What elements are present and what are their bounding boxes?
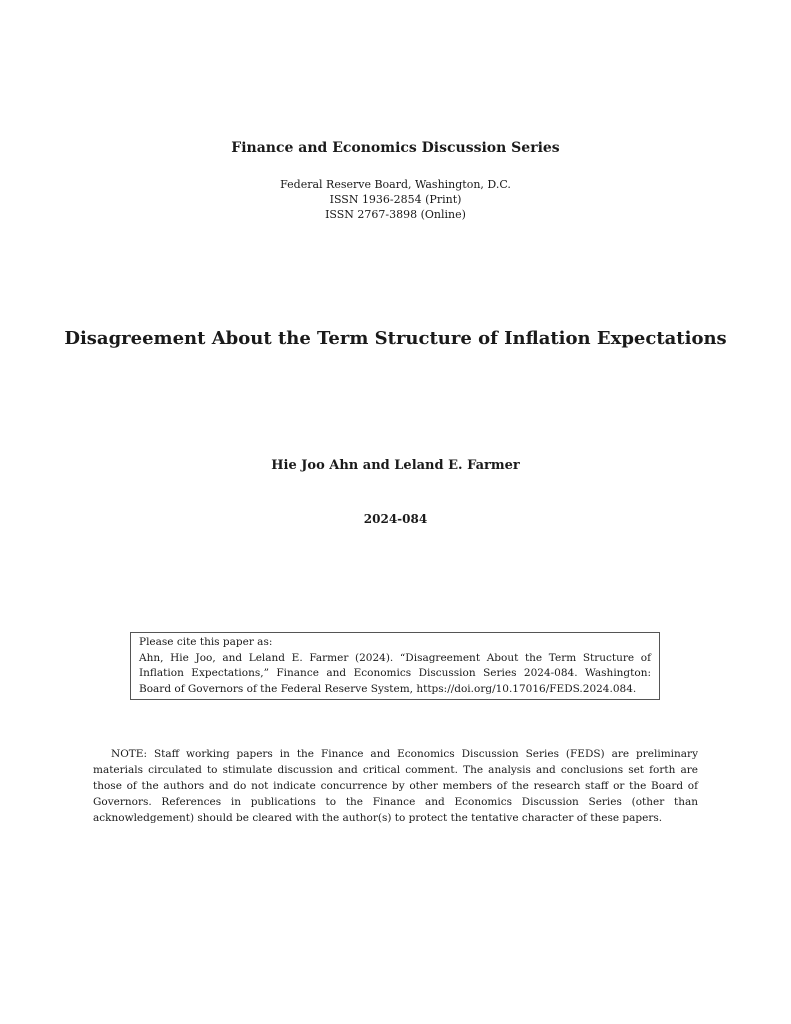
paper-authors: Hie Joo Ahn and Leland E. Farmer [271, 458, 520, 473]
publisher-block [0, 177, 791, 222]
citation-heading: Please cite this paper as: [139, 636, 273, 648]
paper-title: Disagreement About the Term Structure of Inflation Expectations [64, 328, 727, 349]
issn-print: ISSN 1936-2854 (Print) [329, 193, 462, 206]
disclaimer-note: NOTE: Staff working papers in the Finance and Economics Discussion Series (FEDS) are preliminary materials circulated to stimulate discussion and critical comment. The analysis and conclusions set forth are those of the authors and do not indicate concurrence by other members of the research staff or the Board of Governors. References in publications to the Finance and Economics Discussion Series (other than acknowledgement) should be cleared with the author(s) to protect the tentative character of these papers. [93, 748, 698, 824]
issn-online: ISSN 2767-3898 (Online) [325, 208, 466, 221]
publisher-line: Federal Reserve Board, Washington, D.C. [280, 178, 511, 191]
citation-text[interactable]: Ahn, Hie Joo, and Leland E. Farmer (2024). “Disagreement About the Term Structure of Inflation Expectations,” Finance and Economics Discussion Series 2024-084. Washington: Board of Governors of the Federal Reserve System, https://doi.org/10.17016/FEDS.2024.084. [139, 651, 651, 695]
series-title: Finance and Economics Discussion Series [231, 140, 560, 156]
paper-number: 2024-084 [363, 512, 428, 526]
citation-box [130, 632, 660, 700]
